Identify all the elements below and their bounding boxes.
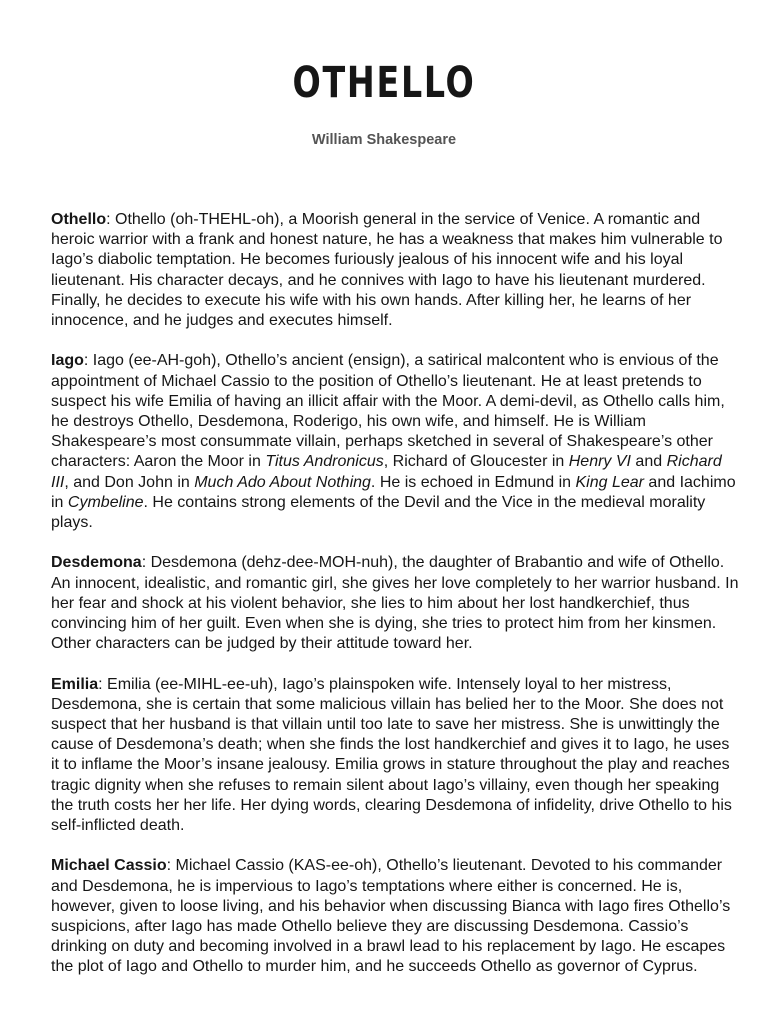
character-description: , and Don John in (64, 473, 195, 491)
character-description: Iago (ee-AH-goh), Othello’s ancient (ensign), a satirical malcontent who is envious of the appointment of Michael Cassio to the position of Othello’s lieutenant. He at least pretends to suspect his wife Emilia of having an illicit affair with the Moor. A demi-devil, as Othello calls him, he destroys Othello, Desdemona, Roderigo, his own wife, and himself. He is William Shakespeare’s most consummate villain, perhaps sketched in several of Shakespeare’s other characters: Aaron the Moor in (51, 352, 725, 471)
character-name: Michael Cassio (51, 857, 167, 875)
document-body (51, 210, 741, 998)
character-description: and (630, 453, 667, 471)
work-title: King Lear (575, 473, 644, 491)
character-entry-desdemona: Desdemona: Desdemona (dehz-dee-MOH-nuh), the daughter of Brabantio and wife of Othello. An innocent, idealistic, and romantic girl, she gives her love completely to her warrior husband. In her fear and shock at his violent behavior, she lies to him about her lost handkerchief, thus convincing him of her guilt. Even when she is dying, she tries to protect him from her kinsmen. Other characters can be judged by their attitude toward her. (51, 554, 739, 653)
character-description: Othello (oh-THEHL-oh), a Moorish general in the service of Venice. A romantic and heroic warrior with a frank and honest nature, he has a weakness that makes him vulnerable to Iago’s diabolic temptation. He becomes furiously jealous of his innocent wife and his loyal lieutenant. His character decays, and he connives with Iago to have his lieutenant murdered. Finally, he decides to execute his wife with his own hands. After killing her, he learns of her innocence, and he judges and executes himself. (51, 211, 723, 330)
character-entry-iago: Iago: Iago (ee-AH-goh), Othello’s ancient (ensign), a satirical malcontent who is envious of the appointment of Michael Cassio to the position of Othello’s lieutenant. He at least pretends to suspect his wife Emilia of having an illicit affair with the Moor. A demi-devil, as Othello calls him, he destroys Othello, Desdemona, Roderigo, his own wife, and himself. He is William Shakespeare’s most consummate villain, perhaps sketched in several of Shakespeare’s other characters: Aaron the Moor in Titus Andronicus, Richard of Gloucester in Henry VI and Richard III, and Don John in Much Ado About Nothing. He is echoed in Edmund in King Lear and Iachimo in Cymbeline. He contains strong elements of the Devil and the Vice in the medieval morality plays. (51, 352, 736, 532)
character-description: , Richard of Gloucester in (383, 453, 569, 471)
character-name: Emilia (51, 675, 99, 693)
character-description: . He is echoed in Edmund in (370, 473, 576, 491)
character-name: Desdemona (51, 554, 142, 572)
character-description: and Iachimo in (51, 473, 736, 511)
work-title: Henry VI (568, 453, 631, 471)
character-description: Desdemona (dehz-dee-MOH-nuh), the daughter of Brabantio and wife of Othello. An innocent, idealistic, and romantic girl, she gives her love completely to her warrior husband. In her fear and shock at his violent behavior, she lies to him about her lost handkerchief, thus convincing him of her guilt. Even when she is dying, she tries to protect him from her kinsmen. Other characters can be judged by their attitude toward her. (51, 554, 739, 653)
work-title: Cymbeline (67, 493, 144, 511)
work-title: Much Ado About Nothing (194, 473, 371, 491)
character-name: Iago (51, 352, 84, 370)
work-title: Richard III (51, 453, 722, 491)
character-description: Emilia (ee-MIHL-ee-uh), Iago’s plainspoken wife. Intensely loyal to her mistress, Desdemona, she is certain that some malicious villain has belied her to the Moor. She does not suspect that her husband is that villain until too late to save her mistress. She is unwittingly the cause of Desdemona’s death; when she finds the lost handkerchief and gives it to Iago, he uses it to inflame the Moor’s insane jealousy. Emilia grows in stature throughout the play and reaches tragic dignity when she refuses to remain silent about Iago’s villainy, even though her speaking the truth costs her her life. Her dying words, clearing Desdemona of infidelity, drive Othello to his self-inflicted death. (51, 675, 732, 835)
character-name: Othello (51, 211, 107, 228)
character-description: Michael Cassio (KAS-ee-oh), Othello’s lieutenant. Devoted to his commander and Desdemona, he is impervious to Iago’s temptations where either is concerned. He is, however, given to loose living, and his behavior when discussing Bianca with Iago fires Othello’s suspicions, after Iago has made Othello believe they are discussing Desdemona. Cassio’s drinking on duty and becoming involved in a brawl lead to his replacement by Iago. He escapes the plot of Iago and Othello to murder him, and he succeeds Othello as governor of Cyprus. (51, 857, 731, 976)
work-title: Titus Andronicus (265, 453, 384, 471)
document-author: William Shakespeare (311, 132, 457, 148)
character-entry-emilia: Emilia: Emilia (ee-MIHL-ee-uh), Iago’s plainspoken wife. Intensely loyal to her mistress, Desdemona, she is certain that some malicious villain has belied her to the Moor. She does not suspect that her husband is that villain until too late to save her mistress. She is unwittingly the cause of Desdemona’s death; when she finds the lost handkerchief and gives it to Iago, he uses it to inflame the Moor’s insane jealousy. Emilia grows in stature throughout the play and reaches tragic dignity when she refuses to remain silent about Iago’s villainy, even though her speaking the truth costs her her life. Her dying words, clearing Desdemona of infidelity, drive Othello to his self-inflicted death. (51, 675, 732, 835)
document-title: OTHELLO (292, 58, 476, 108)
character-entry-othello: Othello: Othello (oh-THEHL-oh), a Moorish general in the service of Venice. A romantic and heroic warrior with a frank and honest nature, he has a weakness that makes him vulnerable to Iago’s diabolic temptation. He becomes furiously jealous of his innocent wife and his loyal lieutenant. His character decays, and he connives with Iago to have his lieutenant murdered. Finally, he decides to execute his wife with his own hands. After killing her, he learns of her innocence, and he judges and executes himself. (51, 211, 723, 330)
character-description: . He contains strong elements of the Devil and the Vice in the medieval morality plays. (51, 493, 706, 532)
character-entry-michael-cassio: Michael Cassio: Michael Cassio (KAS-ee-oh), Othello’s lieutenant. Devoted to his commander and Desdemona, he is impervious to Iago’s temptations where either is concerned. He is, however, given to loose living, and his behavior when discussing Bianca with Iago fires Othello’s suspicions, after Iago has made Othello believe they are discussing Desdemona. Cassio’s drinking on duty and becoming involved in a brawl lead to his replacement by Iago. He escapes the plot of Iago and Othello to murder him, and he succeeds Othello as governor of Cyprus. (51, 857, 731, 976)
